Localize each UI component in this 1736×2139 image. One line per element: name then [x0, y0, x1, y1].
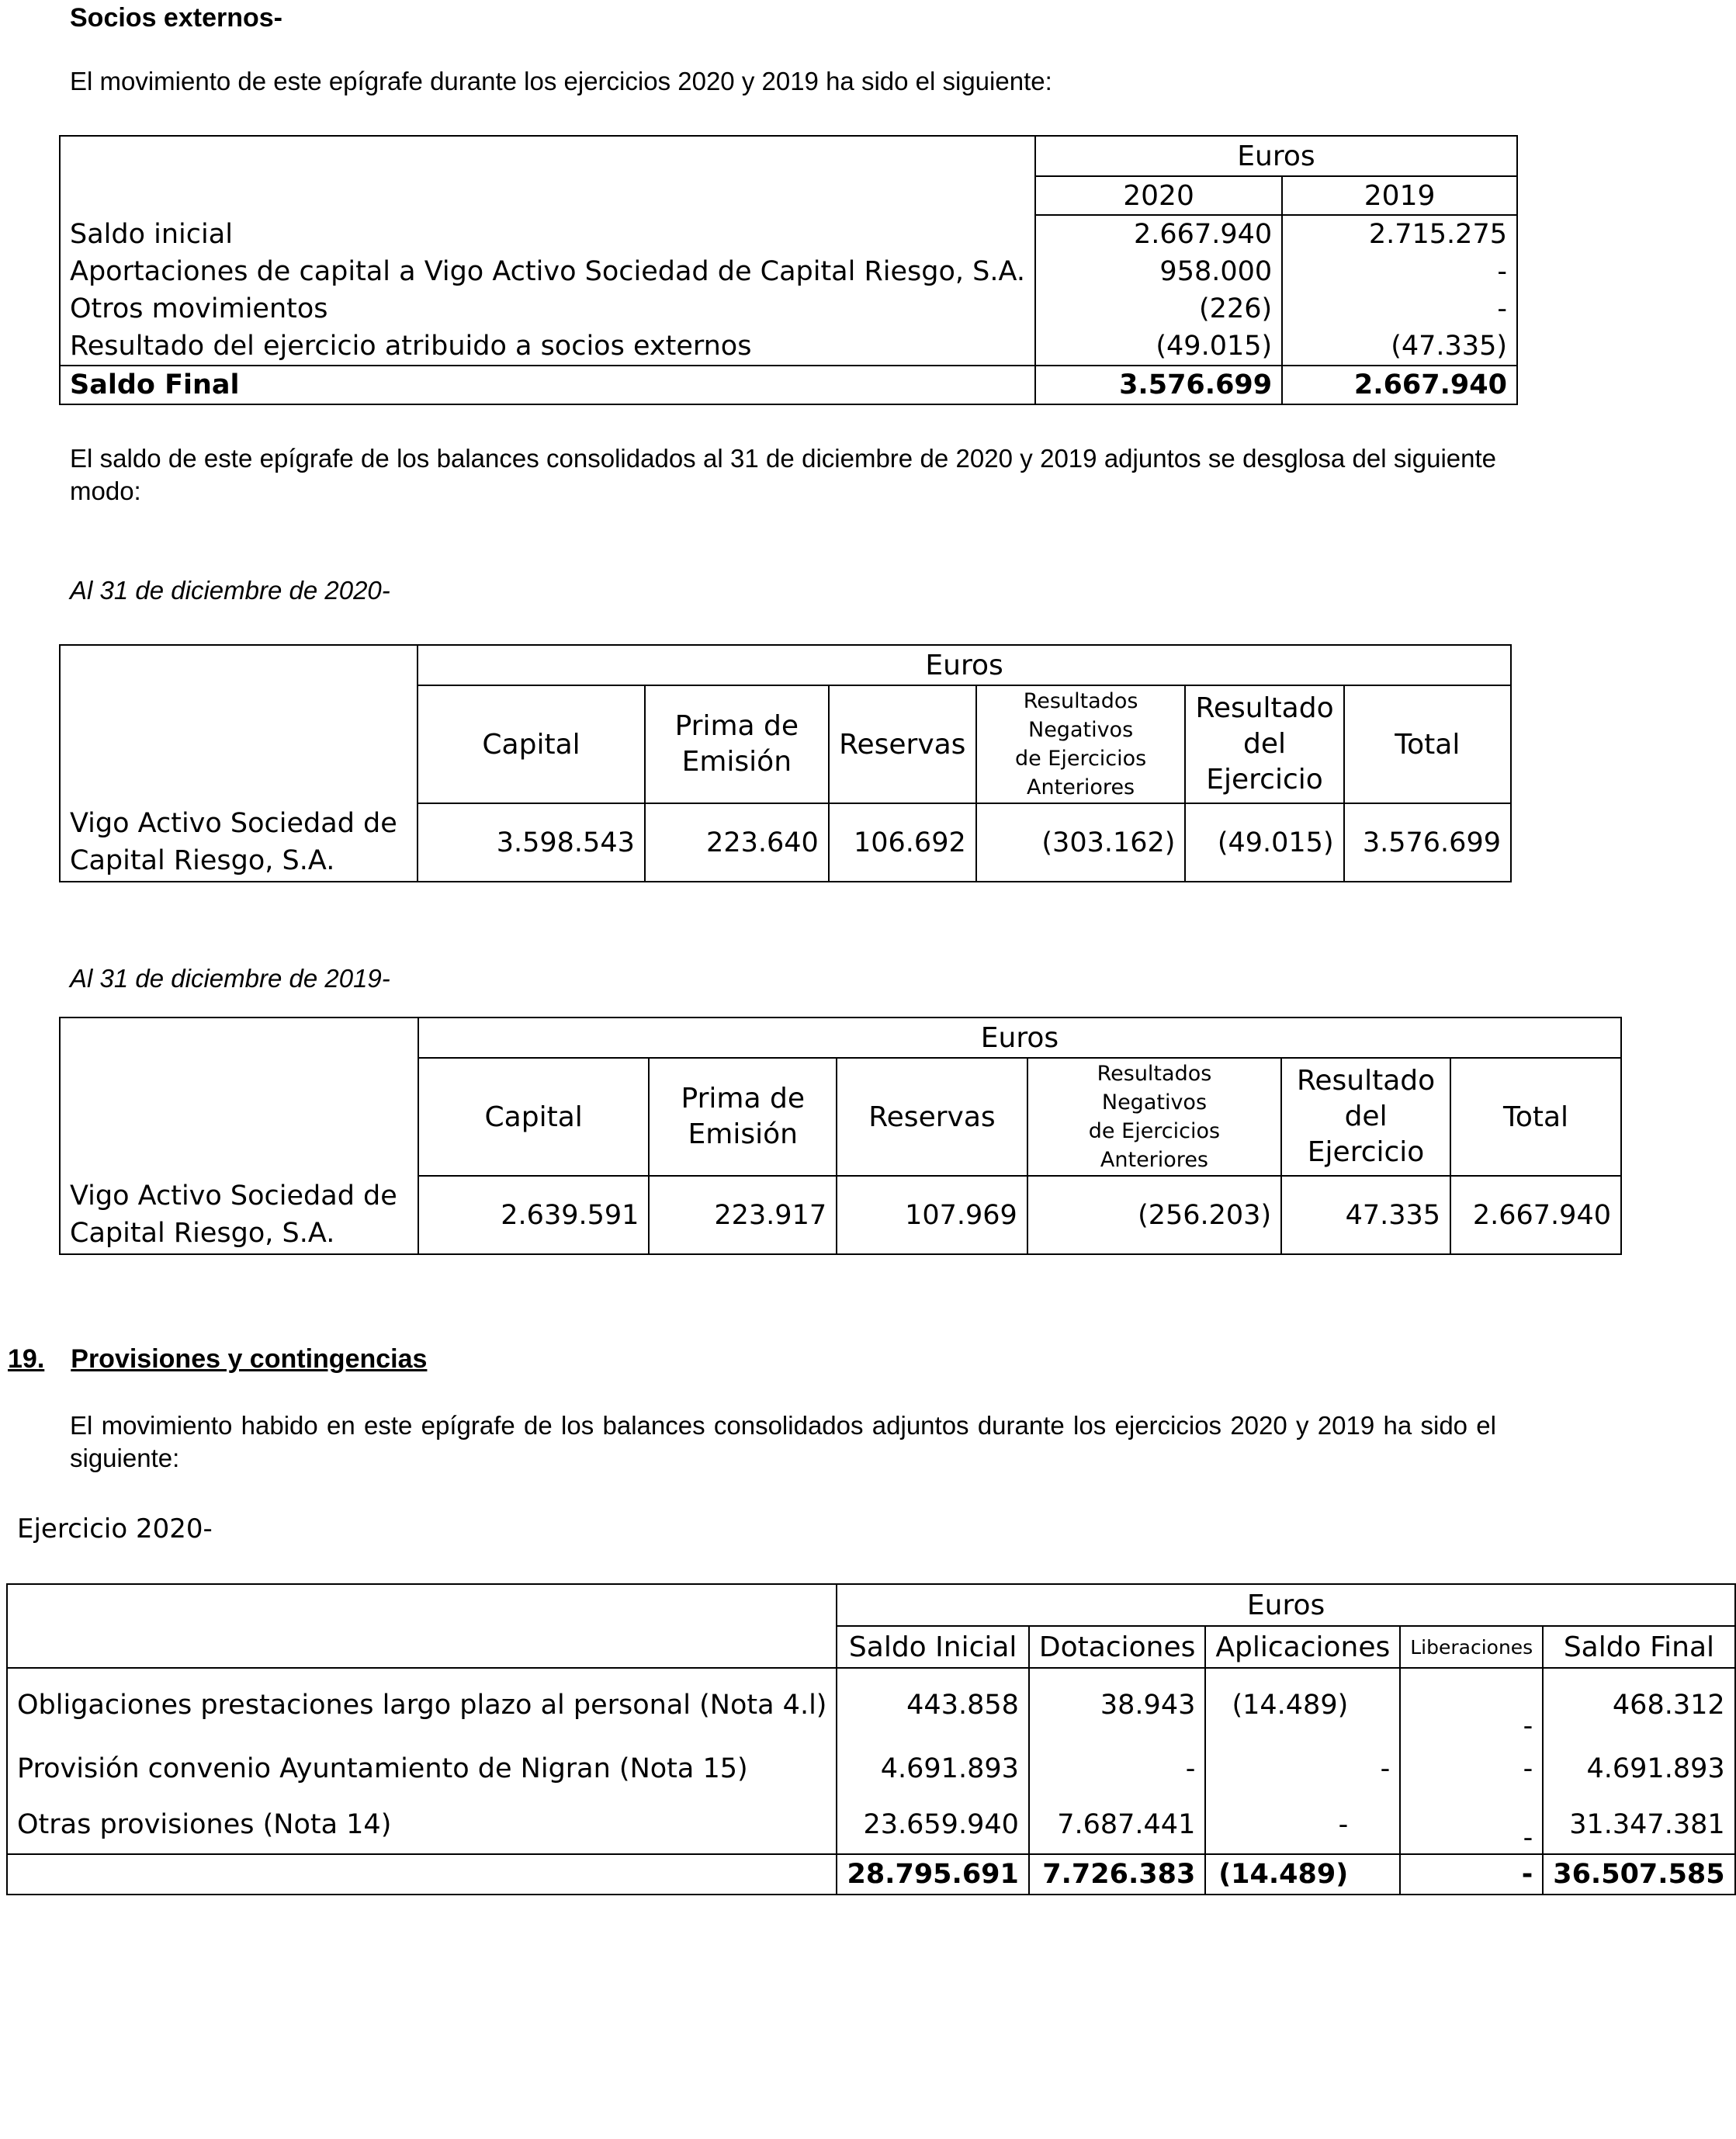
provision-value: - [1400, 1668, 1543, 1742]
provision-value: 4.691.893 [837, 1742, 1028, 1796]
total-liberaciones: - [1400, 1854, 1543, 1895]
provision-value: - [1029, 1742, 1205, 1796]
empty-header-cell [60, 136, 1035, 176]
col-saldo-final: Saldo Final [1543, 1626, 1734, 1668]
row-value-2019: - [1282, 253, 1517, 290]
row-label: Resultado del ejercicio atribuido a socios externos [60, 328, 1035, 366]
row-label: Saldo inicial [60, 215, 1035, 253]
provisiones-table [6, 1583, 1736, 1895]
provisiones-subtitle: Ejercicio 2020- [17, 1513, 213, 1544]
row-value-2020: (49.015) [1035, 328, 1282, 366]
socios-movement-table [59, 135, 1518, 405]
col-dotaciones: Dotaciones [1029, 1626, 1205, 1668]
currency-header: Euros [837, 1584, 1734, 1626]
col-total: Total [1450, 1058, 1621, 1176]
col-resultado-ejercicio: Resultado del Ejercicio [1281, 1058, 1450, 1176]
value-resultados-negativos: (256.203) [1027, 1176, 1281, 1254]
section-title: Provisiones y contingencias [71, 1344, 428, 1374]
provision-row-label: Obligaciones prestaciones largo plazo al personal (Nota 4.l) [7, 1668, 837, 1742]
col-total: Total [1344, 685, 1511, 803]
value-total: 2.667.940 [1450, 1176, 1621, 1254]
breakdown-2019-title: Al 31 de diciembre de 2019- [70, 964, 390, 993]
entity-label: Vigo Activo Sociedad de Capital Riesgo, S.A. [60, 1176, 418, 1254]
provisiones-intro: El movimiento habido en este epígrafe de los balances consolidados adjuntos durante los ejercicios 2020 y 2019 ha sido el siguiente: [70, 1411, 1496, 1472]
currency-header: Euros [418, 1017, 1621, 1058]
value-reservas: 106.692 [829, 803, 976, 882]
total-saldo-inicial: 28.795.691 [837, 1854, 1028, 1895]
provision-row-label: Otras provisiones (Nota 14) [7, 1796, 837, 1854]
row-value-2019: (47.335) [1282, 328, 1517, 366]
entity-label: Vigo Activo Sociedad de Capital Riesgo, S.A. [60, 803, 418, 882]
col-resultados-negativos: Resultados Negativos de Ejercicios Anteriores [976, 685, 1186, 803]
col-capital: Capital [418, 685, 645, 803]
breakdown-intro: El saldo de este epígrafe de los balances consolidados al 31 de diciembre de 2020 y 2019 adjuntos se desglosa del siguiente modo: [70, 444, 1496, 505]
value-prima: 223.917 [649, 1176, 837, 1254]
total-aplicaciones: (14.489) [1205, 1854, 1400, 1895]
row-value-2020: 958.000 [1035, 253, 1282, 290]
col-liberaciones: Liberaciones [1400, 1626, 1543, 1668]
col-saldo-inicial: Saldo Inicial [837, 1626, 1028, 1668]
row-value-2020: 2.667.940 [1035, 215, 1282, 253]
section-number: 19. [8, 1344, 45, 1374]
provision-value: - [1400, 1796, 1543, 1854]
provision-value: (14.489) [1205, 1668, 1400, 1742]
section-heading-provisiones [8, 1344, 427, 1375]
breakdown-2020-title: Al 31 de diciembre de 2020- [70, 576, 390, 605]
year-header-2019: 2019 [1282, 176, 1517, 215]
breakdown-2020-table [59, 644, 1512, 882]
breakdown-2019-table [59, 1017, 1622, 1255]
col-capital: Capital [418, 1058, 650, 1176]
col-resultados-negativos: Resultados Negativos de Ejercicios Anteriores [1027, 1058, 1281, 1176]
section-heading-socios: Socios externos- [70, 3, 282, 33]
row-label: Aportaciones de capital a Vigo Activo Sociedad de Capital Riesgo, S.A. [60, 253, 1035, 290]
provision-value: 4.691.893 [1543, 1742, 1734, 1796]
row-value-2020: (226) [1035, 290, 1282, 328]
provision-value: 468.312 [1543, 1668, 1734, 1742]
provision-value: 7.687.441 [1029, 1796, 1205, 1854]
col-prima: Prima de Emisión [645, 685, 829, 803]
value-capital: 3.598.543 [418, 803, 645, 882]
total-dotaciones: 7.726.383 [1029, 1854, 1205, 1895]
row-label: Otros movimientos [60, 290, 1035, 328]
value-total: 3.576.699 [1344, 803, 1511, 882]
row-value-2019: 2.715.275 [1282, 215, 1517, 253]
currency-header: Euros [418, 645, 1511, 685]
value-resultados-negativos: (303.162) [976, 803, 1186, 882]
total-value-2019: 2.667.940 [1282, 366, 1517, 404]
value-reservas: 107.969 [837, 1176, 1027, 1254]
value-resultado-ejercicio: 47.335 [1281, 1176, 1450, 1254]
col-reservas: Reservas [829, 685, 976, 803]
value-prima: 223.640 [645, 803, 829, 882]
value-resultado-ejercicio: (49.015) [1185, 803, 1343, 882]
year-header-2020: 2020 [1035, 176, 1282, 215]
total-saldo-final: 36.507.585 [1543, 1854, 1734, 1895]
provision-value: - [1400, 1742, 1543, 1796]
provision-value: - [1205, 1796, 1400, 1854]
currency-header: Euros [1035, 136, 1517, 176]
col-resultado-ejercicio: Resultado del Ejercicio [1185, 685, 1343, 803]
col-prima: Prima de Emisión [649, 1058, 837, 1176]
provision-value: - [1205, 1742, 1400, 1796]
col-reservas: Reservas [837, 1058, 1027, 1176]
provision-value: 23.659.940 [837, 1796, 1028, 1854]
col-aplicaciones: Aplicaciones [1205, 1626, 1400, 1668]
value-capital: 2.639.591 [418, 1176, 650, 1254]
provision-value: 443.858 [837, 1668, 1028, 1742]
provision-value: 38.943 [1029, 1668, 1205, 1742]
socios-intro: El movimiento de este epígrafe durante los ejercicios 2020 y 2019 ha sido el siguiente: [70, 67, 1052, 95]
row-value-2019: - [1282, 290, 1517, 328]
total-value-2020: 3.576.699 [1035, 366, 1282, 404]
provision-value: 31.347.381 [1543, 1796, 1734, 1854]
provision-row-label: Provisión convenio Ayuntamiento de Nigran (Nota 15) [7, 1742, 837, 1796]
total-label: Saldo Final [60, 366, 1035, 404]
